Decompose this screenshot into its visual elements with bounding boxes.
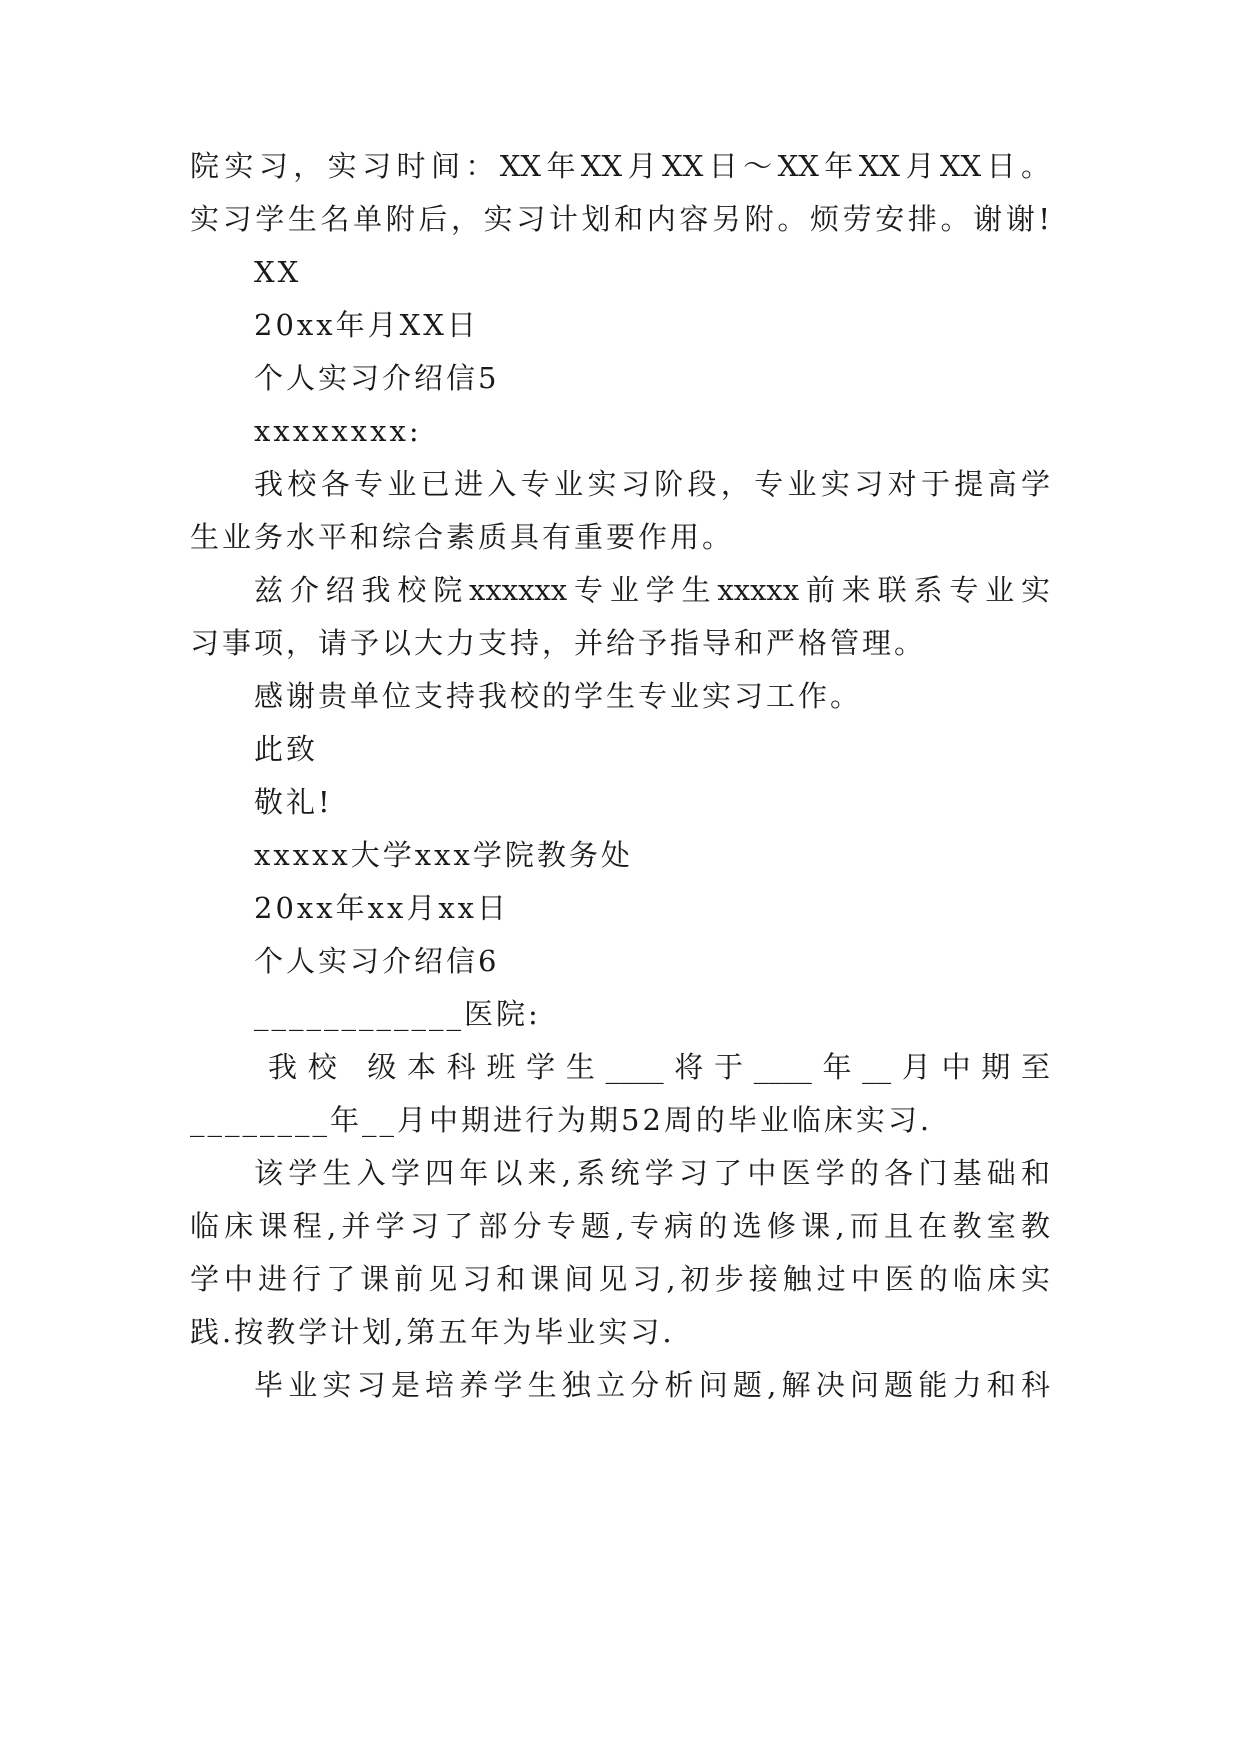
body-line-4: 生业务水平和综合素质具有重要作用。: [190, 520, 735, 554]
closing-line-2: 敬礼!: [254, 785, 333, 819]
signature-org: XX: [254, 255, 302, 289]
body-line-13: 践.按教学计划,第五年为毕业实习.: [190, 1315, 675, 1349]
signature-date: 20xx年月XX日: [254, 308, 479, 342]
body-line-7: 感谢贵单位支持我校的学生专业实习工作。: [254, 679, 863, 713]
body-line-10: 该学生入学四年以来,系统学习了中医学的各门基础和: [254, 1156, 1050, 1190]
body-line-1: 院实习，实习时间：XX年XX月XX日～XX年XX月XX日。: [190, 149, 1050, 183]
body-line-9: ________年__月中期进行为期52周的毕业临床实习.: [190, 1103, 933, 1137]
body-line-12: 学中进行了课前见习和课间见习,初步接触过中医的临床实: [190, 1262, 1050, 1296]
body-line-8: 我校 级本科班学生____将于____年__月中期至: [268, 1050, 1050, 1084]
signature-date-2: 20xx年xx月xx日: [254, 891, 510, 925]
body-line-3: 我校各专业已进入专业实习阶段，专业实习对于提高学: [254, 467, 1050, 501]
section-heading-5: 个人实习介绍信5: [254, 361, 500, 395]
body-line-2: 实习学生名单附后，实习计划和内容另附。烦劳安排。谢谢!: [190, 202, 1050, 236]
salutation: xxxxxxxx:: [254, 414, 422, 448]
body-line-6: 习事项，请予以大力支持，并给予指导和严格管理。: [190, 626, 927, 660]
signature-org-2: xxxxx大学xxx学院教务处: [254, 838, 633, 872]
section-heading-6: 个人实习介绍信6: [254, 944, 500, 978]
body-line-5: 兹介绍我校院xxxxxx专业学生xxxxx前来联系专业实: [254, 573, 1050, 607]
body-line-14: 毕业实习是培养学生独立分析问题,解决问题能力和科: [254, 1368, 1050, 1402]
closing-line-1: 此致: [254, 732, 319, 766]
body-line-11: 临床课程,并学习了部分专题,专病的选修课,而且在教室教: [190, 1209, 1050, 1243]
salutation-2: ____________医院:: [254, 997, 541, 1031]
